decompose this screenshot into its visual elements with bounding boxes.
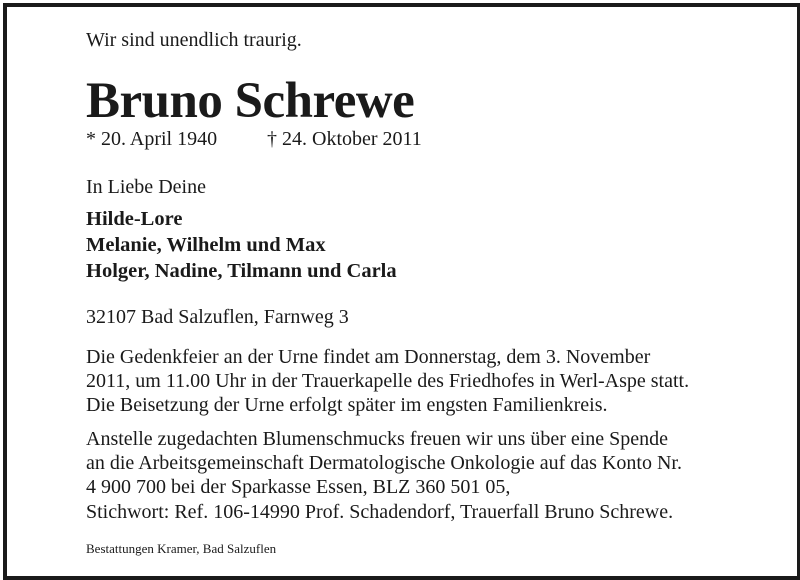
ceremony-line: Die Beisetzung der Urne erfolgt später im engsten Familienkreis. xyxy=(86,394,608,417)
life-dates xyxy=(86,128,422,151)
intro-text: Wir sind unendlich traurig. xyxy=(86,29,302,51)
donation-line: Anstelle zugedachten Blumenschmucks freuen wir uns über eine Spende xyxy=(86,428,669,450)
mourner-line: Holger, Nadine, Tilmann und Carla xyxy=(86,260,397,282)
ceremony-line: 2011, um 11.00 Uhr in der Trauerkapelle des Friedhofes in Werl-Aspe statt. xyxy=(86,370,690,393)
family-address: 32107 Bad Salzuflen, Farnweg 3 xyxy=(86,306,349,328)
mourner-line: Melanie, Wilhelm und Max xyxy=(86,234,326,256)
mourner-line: Hilde-Lore xyxy=(86,208,183,230)
death-date: † 24. Oktober 2011 xyxy=(267,128,422,150)
mourners-list xyxy=(86,206,397,284)
mourners-intro: In Liebe Deine xyxy=(86,176,206,198)
donation-line: an die Arbeitsgemeinschaft Dermatologische Onkologie auf das Konto Nr. xyxy=(86,452,682,475)
deceased-name: Bruno Schrewe xyxy=(86,73,415,129)
donation-paragraph xyxy=(86,427,682,524)
donation-line: 4 900 700 bei der Sparkasse Essen, BLZ 360 501 05, xyxy=(86,476,511,499)
ceremony-line: Die Gedenkfeier an der Urne findet am Donnerstag, dem 3. November xyxy=(86,346,651,368)
ceremony-paragraph xyxy=(86,345,689,418)
funeral-home-credit: Bestattungen Kramer, Bad Salzuflen xyxy=(86,541,277,556)
birth-date: * 20. April 1940 xyxy=(86,128,218,150)
donation-line: Stichwort: Ref. 106-14990 Prof. Schadendorf, Trauerfall Bruno Schrewe. xyxy=(86,500,674,523)
